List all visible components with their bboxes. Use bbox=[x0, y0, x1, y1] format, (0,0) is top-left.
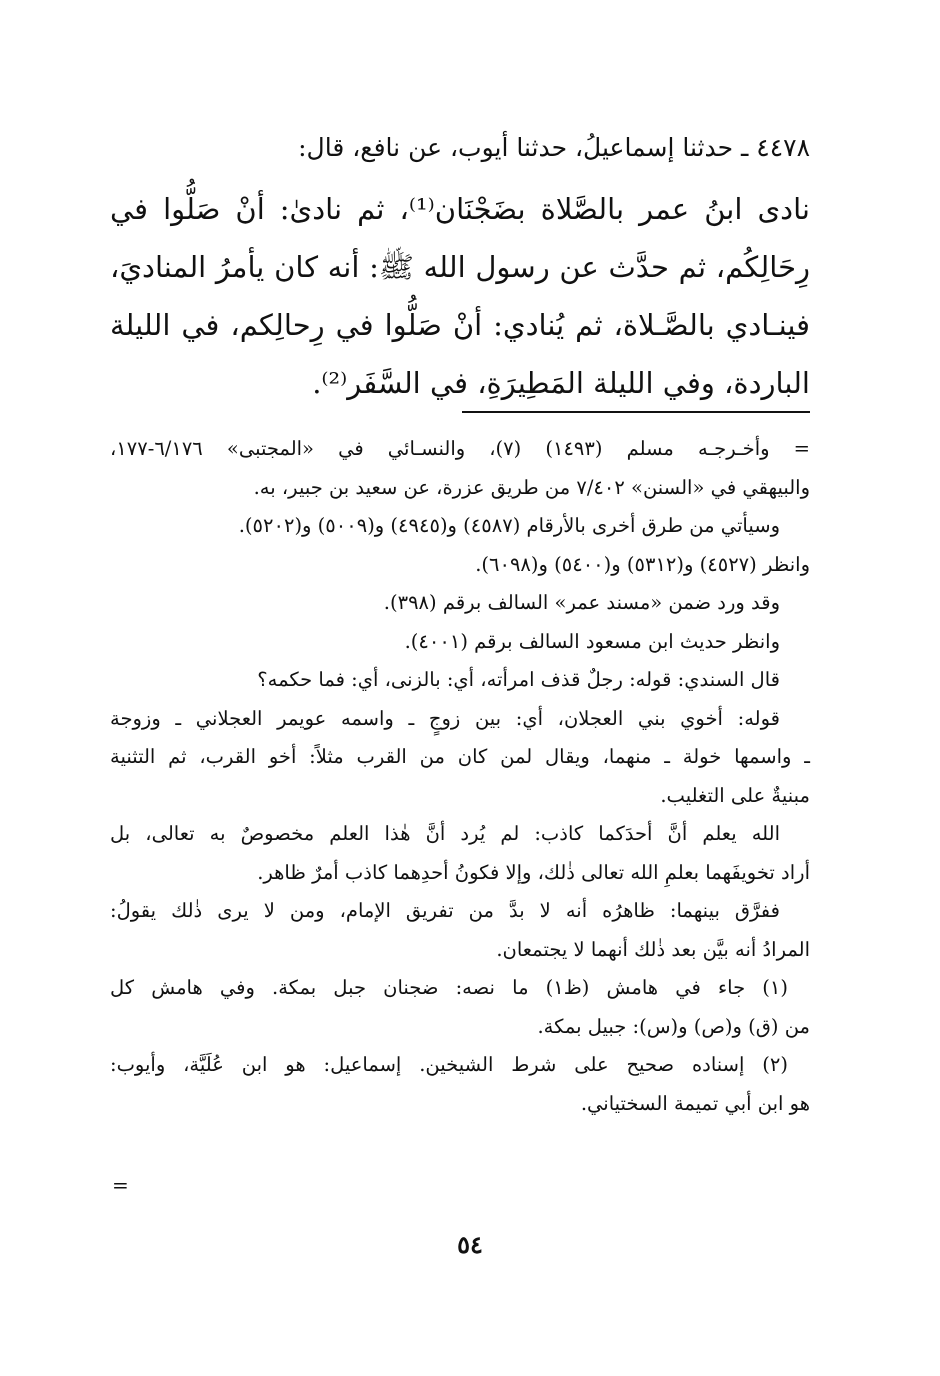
hadith-text bbox=[110, 180, 810, 412]
page-number: ٥٤ bbox=[457, 1230, 483, 1259]
footnote-line: الله يعلم أنَّ أحدَكما كاذب: لم يُرد أنَّ هٰذا العلم مخصوصٌ به تعالى، بل bbox=[110, 822, 780, 845]
footnote-line: قال السندي: قوله: رجلٌ قذف امرأته، أي: بالزنى، أي: فما حكمه؟ bbox=[257, 668, 780, 691]
footnote-line: وانظر حديث ابن مسعود السالف برقم (٤٠٠١). bbox=[404, 629, 780, 653]
footnotes bbox=[110, 430, 810, 1123]
hadith-line: الباردة، وفي الليلة المَطِيرَةِ، في السَّفَر⁽²⁾. bbox=[312, 366, 810, 400]
footnote-line: وقد ورد ضمن «مسند عمر» السالف برقم (٣٩٨). bbox=[383, 591, 780, 614]
footnote-line: هو ابن أبي تميمة السختياني. bbox=[580, 1091, 810, 1115]
footnote-line: مبنيةٌ على التغليب. bbox=[660, 783, 810, 807]
continuation-mark: = bbox=[112, 1173, 129, 1197]
footnote-line: من (ق) و(ص) و(س): جبيل بمكة. bbox=[537, 1014, 810, 1038]
hadith-heading: ٤٤٧٨ ـ حدثنا إسماعيلُ، حدثنا أيوب، عن نافع، قال: bbox=[298, 133, 810, 162]
hadith-line: نادى ابنُ عمر بالصَّلاة بضَجْنَان⁽¹⁾، ثم نادىٰ: أنْ صَلُّوا في bbox=[110, 192, 810, 226]
footnote-line: ـ واسمها خولة ـ منهما، ويقال لمن كان من القرب مثلاً: أخو القرب، ثم التثنية bbox=[110, 745, 810, 768]
footnote-line: (١) جاء في هامش (ظ١) ما نصه: ضجنان جبل بمكة. وفي هامش كل bbox=[110, 976, 788, 999]
hadith-line: فينـادي بالصَّـلاة، ثم يُنادي: أنْ صَلُّوا في رِحالِكم، في الليلة bbox=[110, 308, 810, 342]
footnote-line: والبيهقي في «السنن» ٧/٤٠٢ من طريق عزرة، عن سعيد بن جبير، به. bbox=[253, 475, 810, 499]
footnote-line: المرادُ أنه بيَّن بعد ذٰلك أنهما لا يجتمعان. bbox=[496, 937, 810, 961]
footnote-divider bbox=[462, 411, 810, 413]
footnote-line: ففرَّق بينهما: ظاهرُه أنه لا بدَّ من تفريق الإمام، ومن لا يرى ذٰلك يقولُ: bbox=[110, 899, 780, 922]
footnote-line: (٢) إسناده صحيح على شرط الشيخين. إسماعيل: هو ابن عُلَيَّة، وأيوب: bbox=[110, 1053, 788, 1076]
hadith-line: رِحَالِكُم، ثم حدَّث عن رسول الله ﷺ: أنه كان يأمرُ المناديَ، bbox=[110, 250, 810, 284]
footnote-line: = وأخـرجـه مسلم (١٤٩٣) (٧)، والنسـائي في «المجتبى» ٦/١٧٦-١٧٧، bbox=[110, 437, 811, 460]
footnote-line: وانظر (٤٥٢٧) و(٥٣١٢) و(٥٤٠٠) و(٦٠٩٨). bbox=[475, 552, 810, 576]
footnote-line: قوله: أخوي بني العجلان، أي: بين زوجٍ ـ واسمه عويمر العجلاني ـ وزوجة bbox=[110, 706, 780, 730]
footnote-line: أراد تخويفَهما بعلمِ الله تعالى ذٰلك، وإلا فكونُ أحدِهما كاذب أمرٌ ظاهر. bbox=[257, 860, 810, 884]
footnote-line: وسيأتي من طرق أخرى بالأرقام (٤٥٨٧) و(٤٩٤٥) و(٥٠٠٩) و(٥٢٠٢). bbox=[238, 514, 780, 537]
